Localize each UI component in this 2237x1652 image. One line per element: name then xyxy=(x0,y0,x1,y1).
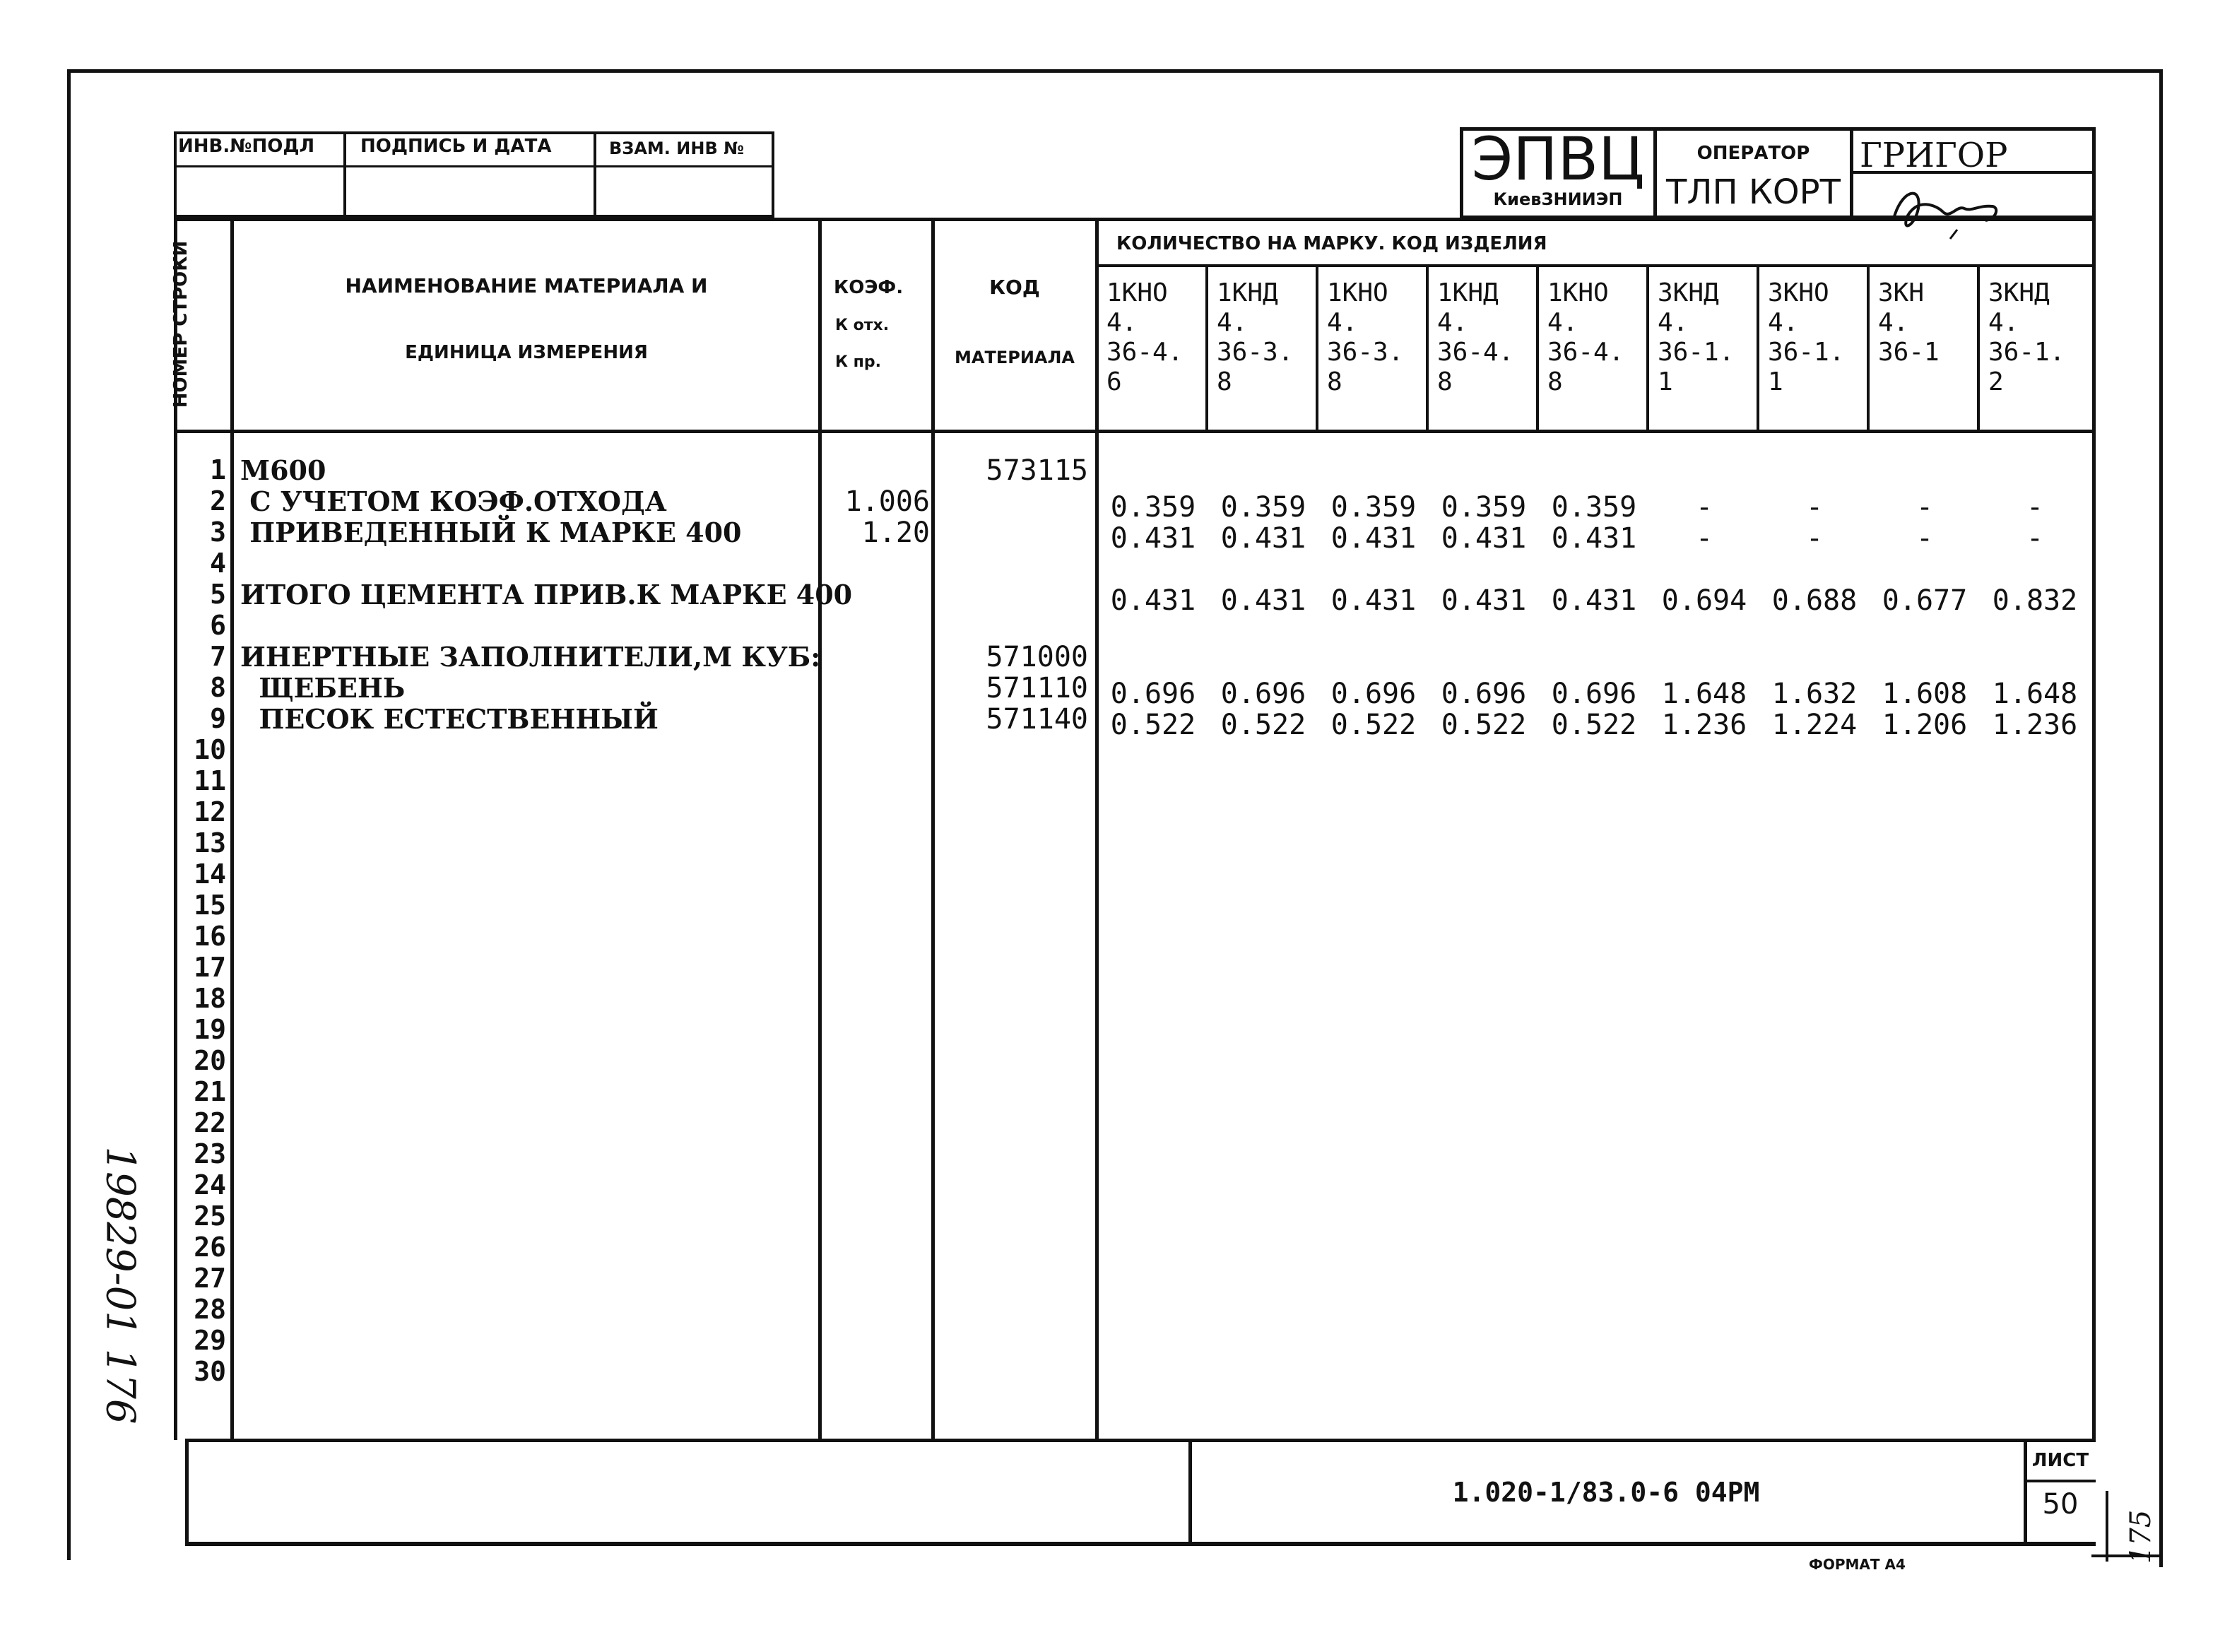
product-header-9-line-1: 3КНД xyxy=(1988,278,2050,307)
material-name: ЩЕБЕНЬ xyxy=(240,672,406,704)
quantity-cell: 0.696 xyxy=(1551,678,1637,710)
vline-prod-6 xyxy=(1757,264,1759,431)
sheet-label: ЛИСТ xyxy=(2031,1450,2089,1471)
material-code: 571000 xyxy=(986,641,1088,673)
coef-header-1: КОЭФ. xyxy=(834,277,904,298)
product-header-5-line-2: 4. xyxy=(1547,308,1578,337)
product-header-7-line-3: 36-1. xyxy=(1768,338,1845,367)
product-header-1-line-1: 1КНО xyxy=(1106,278,1168,307)
org-subtitle: КиевЗНИИЭП xyxy=(1493,189,1623,209)
quantity-cell: 0.431 xyxy=(1441,522,1527,555)
vline-prod-7 xyxy=(1867,264,1870,431)
quantity-cell: - xyxy=(1695,522,1713,555)
product-header-5-line-1: 1КНО xyxy=(1547,278,1609,307)
product-header-2-line-3: 36-3. xyxy=(1217,338,1294,367)
product-header-9-line-3: 36-1. xyxy=(1988,338,2065,367)
frame-right xyxy=(2159,69,2163,1567)
vline-row-number xyxy=(230,218,234,1440)
quantity-cell: 1.206 xyxy=(1882,709,1968,741)
product-header-6-line-4: 1 xyxy=(1658,367,1673,396)
footer-divider xyxy=(1188,1439,1192,1546)
quantity-cell: - xyxy=(1805,491,1824,524)
quantity-cell: 0.359 xyxy=(1220,491,1306,524)
row-number: 27 xyxy=(194,1263,226,1294)
row-number: 11 xyxy=(194,765,226,796)
coef-header-2: К отх. xyxy=(835,317,890,334)
header-bottom xyxy=(174,430,2096,433)
vzam-inv-label: ВЗАМ. ИНВ № xyxy=(609,138,744,158)
material-name: ПРИВЕДЕННЫЙ К МАРКЕ 400 xyxy=(240,517,742,548)
quantity-cell: 0.431 xyxy=(1551,522,1637,555)
row-number: 10 xyxy=(194,734,226,765)
quantity-cell: 1.648 xyxy=(1661,678,1747,710)
product-header-4-line-4: 8 xyxy=(1437,367,1453,396)
quantity-cell: 0.431 xyxy=(1220,584,1306,617)
left-vertical-note: 19829-01 176 xyxy=(97,1146,143,1424)
code-header-1: КОД xyxy=(989,276,1040,299)
quantity-cell: 1.224 xyxy=(1771,709,1858,741)
code-header-2: МАТЕРИАЛА xyxy=(955,348,1075,367)
product-header-9-line-2: 4. xyxy=(1988,308,2019,337)
quantity-cell: 0.677 xyxy=(1882,584,1968,617)
row-number: 16 xyxy=(194,921,226,952)
quantity-cell: 0.359 xyxy=(1441,491,1527,524)
quantity-cell: 1.236 xyxy=(1661,709,1747,741)
row-number: 5 xyxy=(210,579,226,610)
product-header-2-line-1: 1КНД xyxy=(1217,278,1278,307)
row-number: 9 xyxy=(210,703,226,734)
row-number: 19 xyxy=(194,1014,226,1045)
inv-podl-label: ИНВ.№ПОДЛ xyxy=(178,136,315,157)
quantity-cell: - xyxy=(1916,522,1934,555)
row-number: 17 xyxy=(194,952,226,983)
main-table xyxy=(174,218,2096,1440)
quantity-cell: - xyxy=(1695,491,1713,524)
operator-label: ОПЕРАТОР xyxy=(1696,143,1810,164)
product-header-3-line-3: 36-3. xyxy=(1327,338,1404,367)
product-header-4-line-2: 4. xyxy=(1437,308,1468,337)
stamp-left-v1 xyxy=(343,131,346,218)
coefficient-value: 1.20 xyxy=(861,517,930,549)
quantity-cell: 1.236 xyxy=(1992,709,2078,741)
vline-prod-5 xyxy=(1646,264,1649,431)
quantity-cell: - xyxy=(2026,491,2044,524)
material-name: С УЧЕТОМ КОЭФ.ОТХОДА xyxy=(240,485,667,517)
quantity-cell: 0.696 xyxy=(1330,678,1417,710)
row-number: 22 xyxy=(194,1107,226,1138)
material-name: ИТОГО ЦЕМЕНТА ПРИВ.К МАРКЕ 400 xyxy=(240,579,853,610)
product-header-8-line-3: 36-1 xyxy=(1878,338,1940,367)
coefficient-value: 1.006 xyxy=(844,485,930,518)
row-number: 15 xyxy=(194,890,226,921)
row-number: 1 xyxy=(210,454,226,485)
quantity-cell: 1.632 xyxy=(1771,678,1858,710)
material-name: М600 xyxy=(240,454,326,486)
row-number: 29 xyxy=(194,1325,226,1356)
product-header-6-line-3: 36-1. xyxy=(1658,338,1735,367)
quantity-header-line xyxy=(1095,264,2096,267)
quantity-cell: 0.688 xyxy=(1771,584,1858,617)
quantity-cell: 0.696 xyxy=(1441,678,1527,710)
quantity-cell: 0.431 xyxy=(1551,584,1637,617)
frame-left xyxy=(67,69,71,1560)
product-header-5-line-4: 8 xyxy=(1547,367,1563,396)
product-header-4-line-1: 1КНД xyxy=(1437,278,1499,307)
name-header-line2: ЕДИНИЦА ИЗМЕРЕНИЯ xyxy=(405,342,648,363)
row-number: 24 xyxy=(194,1169,226,1200)
quantity-cell: 0.431 xyxy=(1110,584,1196,617)
product-header-7-line-1: 3КНО xyxy=(1768,278,1829,307)
vline-prod-2 xyxy=(1316,264,1318,431)
sheet-box-hline xyxy=(2024,1480,2096,1482)
frame-top xyxy=(67,69,2163,73)
quantity-cell: 0.696 xyxy=(1110,678,1196,710)
product-header-8-line-1: 3КН xyxy=(1878,278,1925,307)
row-number: 2 xyxy=(210,485,226,517)
row-number: 7 xyxy=(210,641,226,672)
quantity-cell: 0.522 xyxy=(1110,709,1196,741)
quantity-cell: 0.359 xyxy=(1110,491,1196,524)
vline-prod-4 xyxy=(1536,264,1539,431)
material-code: 571140 xyxy=(986,703,1088,736)
document-code: 1.020-1/83.0-6 04РМ xyxy=(1452,1477,1760,1508)
quantity-cell: - xyxy=(1805,522,1824,555)
product-header-9-line-4: 2 xyxy=(1988,367,2004,396)
material-name: ПЕСОК ЕСТЕСТВЕННЫЙ xyxy=(240,703,659,735)
row-number: 28 xyxy=(194,1294,226,1325)
product-header-6-line-1: 3КНД xyxy=(1658,278,1719,307)
quantity-cell: 0.696 xyxy=(1220,678,1306,710)
row-number: 8 xyxy=(210,672,226,703)
name-header-line1: НАИМЕНОВАНИЕ МАТЕРИАЛА И xyxy=(345,274,708,297)
quantity-cell: 0.359 xyxy=(1330,491,1417,524)
material-code: 571110 xyxy=(986,672,1088,704)
row-number: 12 xyxy=(194,796,226,827)
quantity-cell: - xyxy=(1916,491,1934,524)
row-number: 14 xyxy=(194,859,226,890)
quantity-cell: 0.431 xyxy=(1220,522,1306,555)
product-header-1-line-3: 36-4. xyxy=(1106,338,1184,367)
stamp-left-v2 xyxy=(594,131,596,218)
row-number: 6 xyxy=(210,610,226,641)
product-header-2-line-2: 4. xyxy=(1217,308,1248,337)
row-number: 13 xyxy=(194,827,226,859)
row-number: 30 xyxy=(194,1356,226,1387)
vline-prod-3 xyxy=(1426,264,1429,431)
quantity-cell: 0.832 xyxy=(1992,584,2078,617)
row-number: 26 xyxy=(194,1232,226,1263)
quantity-cell: 0.431 xyxy=(1110,522,1196,555)
org-title: ЭПВЦ xyxy=(1471,124,1645,194)
row-number: 20 xyxy=(194,1045,226,1076)
quantity-cell: 0.522 xyxy=(1330,709,1417,741)
vline-name xyxy=(818,218,822,1440)
coef-header-3: К пр. xyxy=(835,353,881,371)
material-name: ИНЕРТНЫЕ ЗАПОЛНИТЕЛИ,М КУБ: xyxy=(240,641,821,673)
quantity-cell: 0.431 xyxy=(1330,522,1417,555)
row-number: 25 xyxy=(194,1200,226,1232)
row-number: 21 xyxy=(194,1076,226,1107)
podpis-data-label: ПОДПИСЬ И ДАТА xyxy=(360,136,552,157)
quantity-cell: 0.522 xyxy=(1441,709,1527,741)
product-header-8-line-2: 4. xyxy=(1878,308,1909,337)
product-header-3-line-1: 1КНО xyxy=(1327,278,1388,307)
quantity-cell: 0.431 xyxy=(1441,584,1527,617)
row-number: 4 xyxy=(210,548,226,579)
product-header-1-line-4: 6 xyxy=(1106,367,1122,396)
row-number: 3 xyxy=(210,517,226,548)
quantity-cell: 0.522 xyxy=(1551,709,1637,741)
vline-prod-8 xyxy=(1977,264,1980,431)
quantity-cell: 0.431 xyxy=(1330,584,1417,617)
product-header-3-line-2: 4. xyxy=(1327,308,1358,337)
format-label: ФОРМАТ А4 xyxy=(1809,1556,1906,1573)
quantity-cell: 1.648 xyxy=(1992,678,2078,710)
vline-prod-1 xyxy=(1205,264,1208,431)
person-name: ГРИГОР xyxy=(1860,136,2008,175)
vline-code xyxy=(1095,218,1099,1440)
material-code: 573115 xyxy=(986,454,1088,487)
row-number: 23 xyxy=(194,1138,226,1169)
product-header-5-line-3: 36-4. xyxy=(1547,338,1624,367)
vline-coef xyxy=(931,218,935,1440)
stamp-left-hline xyxy=(174,165,774,167)
right-vertical-note: 175 xyxy=(2125,1509,2157,1564)
product-header-2-line-4: 8 xyxy=(1217,367,1232,396)
quantity-cell: 0.359 xyxy=(1551,491,1637,524)
product-header-6-line-2: 4. xyxy=(1658,308,1689,337)
row-number-header: НОМЕР СТРОКИ xyxy=(170,240,191,408)
quantity-header: КОЛИЧЕСТВО НА МАРКУ. КОД ИЗДЕЛИЯ xyxy=(1116,233,1547,254)
sheet-number: 50 xyxy=(2042,1488,2079,1521)
product-header-1-line-2: 4. xyxy=(1106,308,1138,337)
quantity-cell: 0.522 xyxy=(1220,709,1306,741)
product-header-3-line-4: 8 xyxy=(1327,367,1342,396)
quantity-cell: - xyxy=(2026,522,2044,555)
product-header-4-line-3: 36-4. xyxy=(1437,338,1514,367)
operator-value: ТЛП КОРТ xyxy=(1666,172,1841,212)
product-header-7-line-2: 4. xyxy=(1768,308,1799,337)
quantity-cell: 0.694 xyxy=(1661,584,1747,617)
quantity-cell: 1.608 xyxy=(1882,678,1968,710)
row-number: 18 xyxy=(194,983,226,1014)
product-header-7-line-4: 1 xyxy=(1768,367,1783,396)
